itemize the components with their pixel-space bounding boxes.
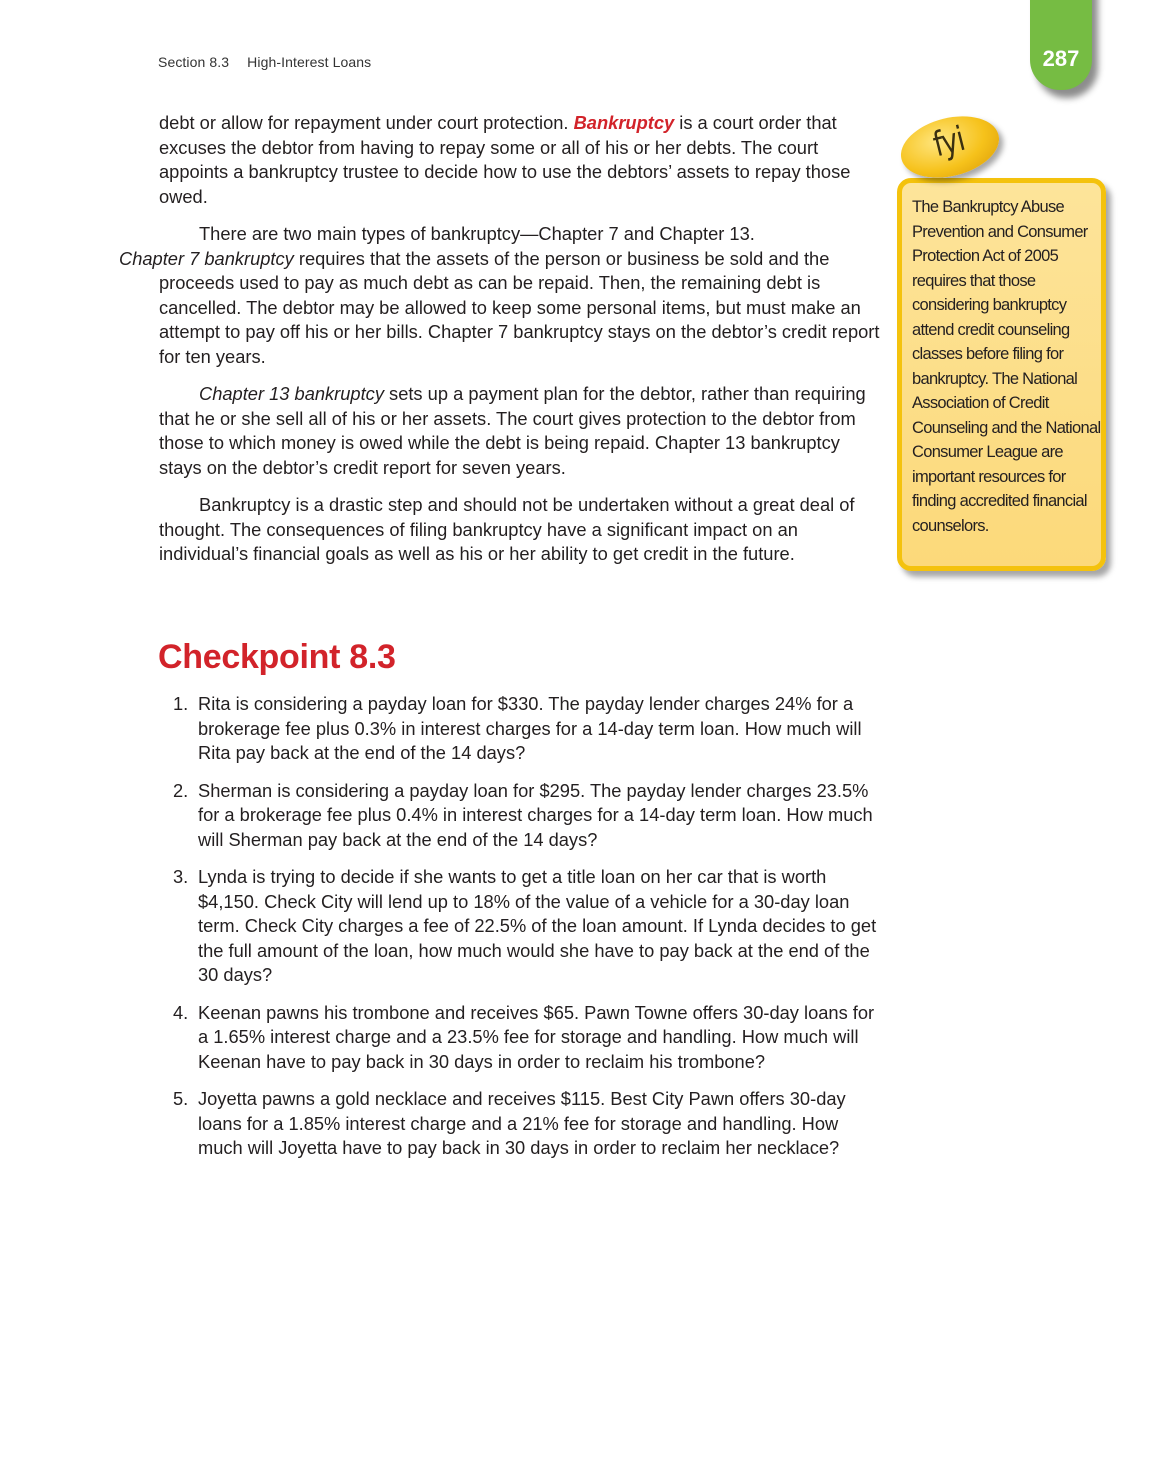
question-number: 5. — [173, 1088, 189, 1109]
page-number-tab — [1030, 0, 1092, 90]
question-number: 4. — [173, 1001, 189, 1023]
checkpoint-questions — [173, 692, 885, 1174]
fyi-badge-icon — [894, 107, 1005, 187]
text: sets up a payment plan for the debtor, rather than requiring that he or she sell all of his or her assets. The court gives protection to the debtor from those to which money is owed while the debt is being repaid. Chapter 13 bankruptcy stays on the debtor’s credit report for seven years. — [159, 383, 866, 478]
question-text: Keenan pawns his trombone and receives $65. Pawn Towne offers 30-day loans for a 1.65% interest charge and a 23.5% fee for storage and handling. How much will Keenan have to pay back in 30 days in order to reclaim his trombone? — [198, 1001, 875, 1072]
section-number: Section 8.3 — [158, 54, 230, 70]
text: is a court order that excuses the debtor from having to repay some or all of his or her debts. The court appoints a bankruptcy trustee to decide how to use the debtors’ assets to repay those owed. — [159, 112, 851, 207]
question-item — [173, 865, 885, 988]
question-item — [173, 1087, 885, 1161]
text: requires that the assets of the person or business be sold and the proceeds used to pay as much debt as can be repaid. Then, the remaining debt is cancelled. The debtor may be allowed to keep some personal items, but must make an attempt to pay off his or her bills. Chapter 7 bankruptcy stays on the debtor’s credit report for ten years. — [159, 247, 880, 367]
text: debt or allow for repayment under court protection. — [159, 112, 574, 133]
question-item — [173, 779, 885, 853]
question-number: 2. — [173, 779, 189, 801]
section-title: High-Interest Loans — [247, 54, 372, 70]
paragraph-1 — [159, 111, 883, 209]
key-term-bankruptcy: Bankruptcy — [573, 112, 675, 133]
running-head — [158, 54, 371, 70]
question-text: Lynda is trying to decide if she wants to get a title loan on her car that is worth $4,150. Check City will lend up to 18% of the value of a vehicle for a 30-day loan term. Check City charges a fee of 22.5% of the loan amount. If Lynda decides to get the full amount of the loan, how much would she have to pay back at the end of the 30 days? — [198, 866, 877, 985]
body-text — [119, 111, 883, 580]
term-chapter-7: Chapter 7 bankruptcy — [119, 247, 294, 269]
paragraph-3 — [159, 382, 883, 480]
text: There are two main types of bankruptcy—Chapter 7 and Chapter 13. — [199, 223, 755, 244]
question-text: Joyetta pawns a gold necklace and receives $115. Best City Pawn offers 30-day loans for a 1.85% interest charge and a 21% fee for storage and handling. How much will Joyetta have to pay back in 30 days in order to reclaim her necklace? — [198, 1088, 846, 1158]
question-text: Rita is considering a payday loan for $330. The payday lender charges 24% for a brokerage fee plus 0.3% in interest charges for a 14-day term loan. How much will Rita pay back at the end of the 14 days? — [198, 693, 862, 763]
question-number: 1. — [173, 693, 189, 714]
question-number: 3. — [173, 866, 189, 887]
paragraph-4: Bankruptcy is a drastic step and should not be undertaken without a great deal of thought. The consequences of filing bankruptcy have a significant impact on an individual’s financial goals as well as his or her ability to get credit in the future. — [159, 494, 855, 564]
page-number: 287 — [1042, 46, 1080, 71]
fyi-label: fyi — [929, 119, 969, 166]
fyi-text: The Bankruptcy Abuse Prevention and Consumer Protection Act of 2005 requires that those considering bankruptcy attend credit counseling classes before filing for bankruptcy. The National Association of Credit Counseling and the National Consumer League are important resources for finding accredited financial counselors. — [912, 198, 1101, 535]
checkpoint-heading: Checkpoint 8.3 — [158, 638, 396, 676]
question-text: Sherman is considering a payday loan for $295. The payday lender charges 23.5% for a brokerage fee plus 0.4% in interest charges for a 14-day term loan. How much will Sherman pay back at the end of the 14 days? — [198, 779, 873, 850]
question-item — [173, 692, 885, 766]
term-chapter-13: Chapter 13 bankruptcy — [199, 383, 384, 404]
fyi-sidebar — [897, 178, 1106, 571]
paragraph-2 — [119, 222, 883, 369]
question-item — [173, 1001, 885, 1075]
